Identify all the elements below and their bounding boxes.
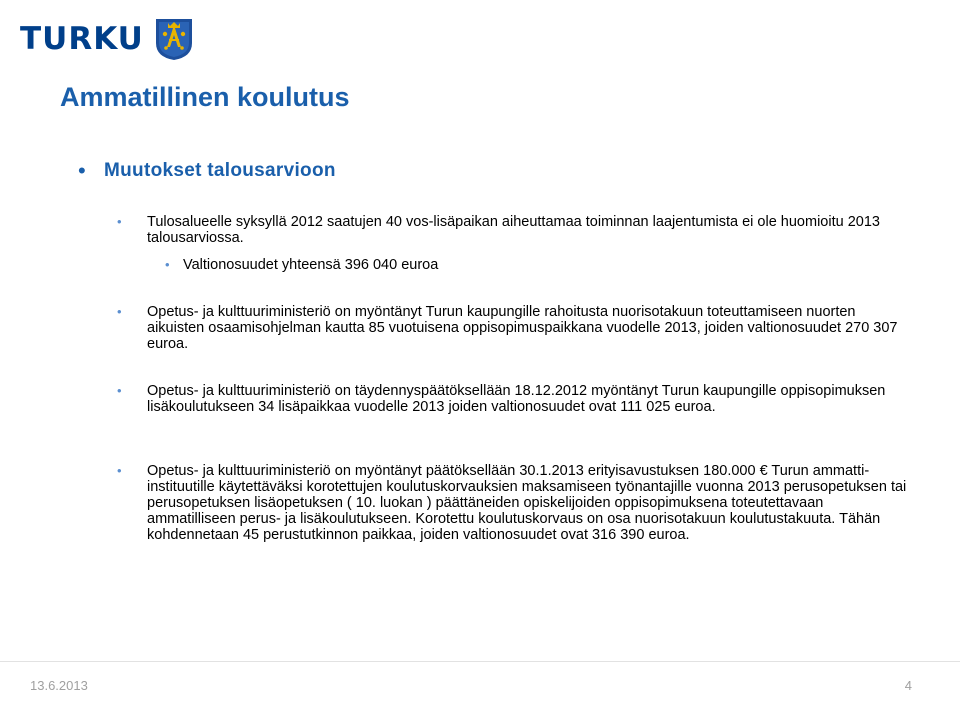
bullet-icon: • (165, 257, 170, 272)
list-item-text: Opetus- ja kulttuuriministeriö on myöntänyt päätöksellään 30.1.2013 erityisavustuksen 180.000 € Turun ammatti-instituutille käytettäväksi korotettujen koulutuskorvauksien maksamiseen työnantajille vuonna 2013 perusopetuksen tai perusopetuksen lisäopetuksen ( 10. luokan ) päättäneiden opiskelijoiden oppisopimuksena toteutettavaan ammatilliseen perus- ja lisäkoulutukseen. Korotettu koulutuskorvaus on osa nuorisotakuun koulutustakuuta. Tähän kohdennetaan 45 perustutkinnon paikkaa, joiden valtionosuudet ovat 316 390 euroa. (147, 463, 907, 543)
list-item (117, 383, 907, 415)
section-heading (78, 160, 336, 182)
list-item-text: Opetus- ja kulttuuriministeriö on täydennyspäätöksellään 18.12.2012 myöntänyt Turun kaupungille oppisopimuksen lisäkoulutukseen 34 lisäpaikkaa vuodelle 2013 joiden valtionosuudet ovat 111 025 euroa. (147, 383, 886, 415)
bullet-icon: • (117, 304, 122, 319)
footer-date: 13.6.2013 (30, 678, 88, 693)
bullet-icon: • (117, 383, 122, 398)
list-item (117, 214, 907, 246)
turku-logo (20, 16, 194, 62)
section-heading-text: Muutokset talousarvioon (104, 160, 336, 181)
bullet-icon: • (117, 214, 122, 229)
list-item-text: Opetus- ja kulttuuriministeriö on myöntänyt Turun kaupungille rahoitusta nuorisotakuun toteuttamiseen nuorten aikuisten osaamisohjelman kautta 85 vuotuisena oppisopimuspaikkana vuodelle 2013, joiden valtionosuudet 270 307 euroa. (147, 304, 898, 352)
list-item-text: Tulosalueelle syksyllä 2012 saatujen 40 vos-lisäpaikan aiheuttamaa toiminnan laajentumista ei ole huomioitu 2013 talousarviossa. (147, 214, 880, 246)
sub-list-item-text: Valtionosuudet yhteensä 396 040 euroa (183, 257, 439, 273)
bullet-icon: • (78, 158, 86, 183)
slide-title: Ammatillinen koulutus (60, 82, 350, 112)
page-number: 4 (904, 678, 912, 693)
bullet-icon: • (117, 463, 122, 478)
logo-text: TURKU (20, 21, 144, 57)
list-item (117, 463, 907, 543)
footer-divider (0, 661, 960, 662)
list-item (117, 304, 907, 352)
turku-coat-of-arms-icon (154, 17, 194, 61)
sub-list-item (165, 257, 905, 273)
